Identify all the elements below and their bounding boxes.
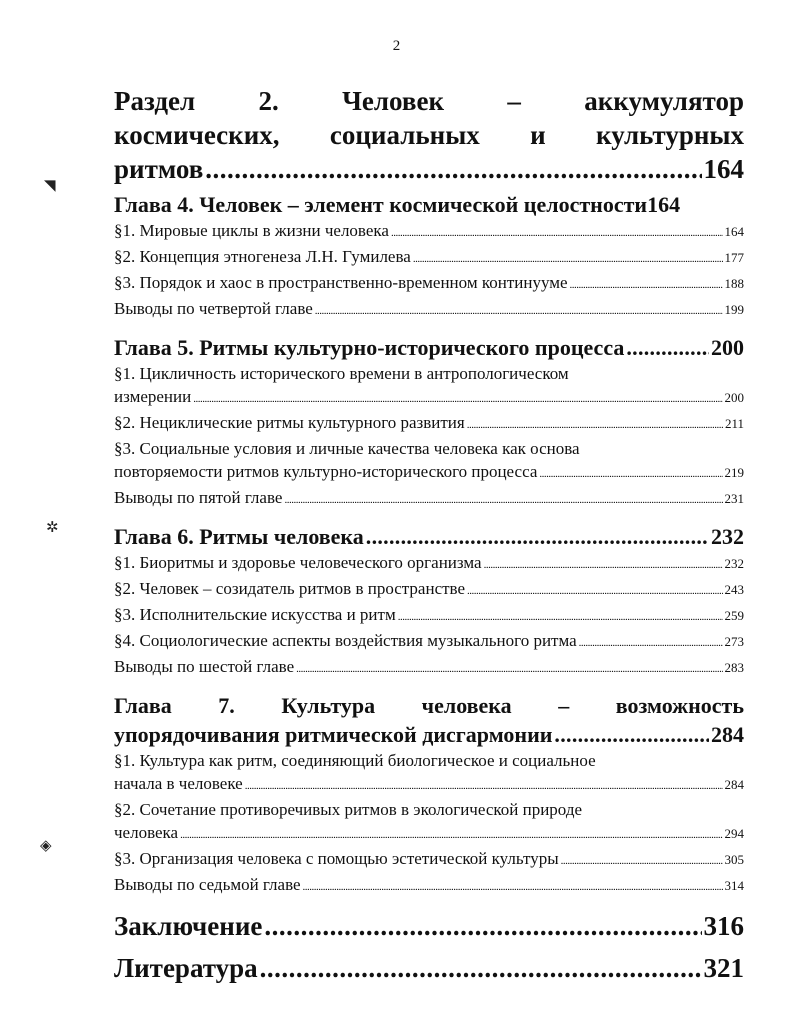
page-ref: 200 bbox=[724, 390, 744, 405]
dot-leader bbox=[303, 876, 723, 899]
toc-item[interactable] bbox=[114, 486, 744, 512]
section-title-last-line[interactable] bbox=[114, 152, 744, 186]
toc-item-text: начала в человеке bbox=[114, 774, 243, 793]
dot-leader bbox=[579, 632, 723, 655]
toc-item-text: повторяемости ритмов культурно-исторического процесса bbox=[114, 462, 538, 481]
page-ref: 314 bbox=[724, 878, 744, 893]
section-title-line: ритмов bbox=[114, 154, 204, 184]
chapter-4-heading[interactable] bbox=[114, 190, 744, 219]
toc-item[interactable] bbox=[114, 437, 744, 486]
table-of-contents bbox=[114, 84, 744, 985]
dot-leader bbox=[245, 775, 723, 798]
page-ref: 294 bbox=[724, 826, 744, 841]
toc-item-text: измерении bbox=[114, 387, 192, 406]
section-title-line: космических, социальных и культурных bbox=[114, 120, 744, 150]
toc-item-text: §1. Культура как ритм, соединяющий биологическое и социальное bbox=[114, 751, 596, 770]
page-number: 2 bbox=[392, 38, 401, 54]
toc-item[interactable] bbox=[114, 411, 744, 437]
dot-leader bbox=[296, 658, 722, 681]
chapter-title: упорядочивания ритмической дисгармонии bbox=[114, 722, 553, 747]
page-ref: 188 bbox=[724, 276, 744, 291]
page-ref: 243 bbox=[724, 582, 744, 597]
literature-entry[interactable] bbox=[114, 951, 744, 985]
dot-leader bbox=[570, 274, 723, 297]
dot-leader bbox=[205, 152, 701, 186]
dot-leader bbox=[193, 388, 722, 411]
page-ref: 200 bbox=[711, 335, 744, 360]
page-ref: 164 bbox=[724, 224, 744, 239]
chapter-5-heading[interactable] bbox=[114, 333, 744, 362]
dot-leader bbox=[467, 580, 722, 603]
page-ref: 232 bbox=[711, 524, 744, 549]
literature-title: Литература bbox=[114, 953, 258, 983]
page-ref: 199 bbox=[724, 302, 744, 317]
toc-item-text: §2. Человек – созидатель ритмов в пространстве bbox=[114, 579, 466, 598]
dot-leader bbox=[264, 909, 701, 943]
dot-leader bbox=[315, 300, 723, 323]
toc-item-text: §3. Социальные условия и личные качества человека как основа bbox=[114, 439, 580, 458]
toc-item-text: §3. Исполнительские искусства и ритм bbox=[114, 605, 396, 624]
dot-leader bbox=[284, 489, 722, 512]
chapter-title: Глава 6. Ритмы человека bbox=[114, 524, 364, 549]
toc-item-text: §3. Организация человека с помощью эстетической культуры bbox=[114, 849, 559, 868]
page-ref: 164 bbox=[703, 154, 744, 184]
page-ref: 284 bbox=[724, 777, 744, 792]
toc-item[interactable] bbox=[114, 362, 744, 411]
toc-item-text: §2. Нециклические ритмы культурного развития bbox=[114, 413, 465, 432]
toc-item[interactable] bbox=[114, 551, 744, 577]
toc-item-text: Выводы по шестой главе bbox=[114, 657, 295, 676]
chapter-title: Глава 4. Человек – элемент космической целостности bbox=[114, 192, 648, 217]
chapter-6-heading[interactable] bbox=[114, 522, 744, 551]
dot-leader bbox=[366, 522, 709, 551]
section-heading bbox=[114, 84, 744, 186]
toc-item[interactable] bbox=[114, 577, 744, 603]
toc-item-text: §1. Биоритмы и здоровье человеческого организма bbox=[114, 553, 482, 572]
toc-item-text: человека bbox=[114, 823, 179, 842]
toc-item[interactable] bbox=[114, 749, 744, 798]
dot-leader bbox=[626, 333, 709, 362]
page-ref: 177 bbox=[724, 250, 744, 265]
toc-item-text: §1. Цикличность исторического времени в антропологическом bbox=[114, 364, 569, 383]
dot-leader bbox=[561, 850, 723, 873]
toc-item-text: Выводы по пятой главе bbox=[114, 488, 283, 507]
dot-leader bbox=[398, 606, 723, 629]
dot-leader bbox=[539, 463, 722, 486]
page-ref: 211 bbox=[724, 416, 744, 431]
dot-leader bbox=[180, 824, 722, 847]
dot-leader bbox=[260, 951, 702, 985]
chapter-7-heading[interactable] bbox=[114, 691, 744, 749]
dot-leader bbox=[484, 554, 723, 577]
toc-item[interactable] bbox=[114, 245, 744, 271]
page-ref: 284 bbox=[711, 722, 744, 747]
toc-item[interactable] bbox=[114, 629, 744, 655]
section-title-line: Раздел 2. Человек – аккумулятор bbox=[114, 86, 744, 116]
toc-item-text: §3. Порядок и хаос в пространственно-временном континууме bbox=[114, 273, 568, 292]
page-ref: 259 bbox=[724, 608, 744, 623]
dot-leader bbox=[413, 248, 723, 271]
scan-artifact-mark: ✲ bbox=[46, 520, 59, 536]
scan-artifact-mark: ◈ bbox=[40, 838, 52, 854]
page-ref: 283 bbox=[724, 660, 744, 675]
page-ref: 316 bbox=[703, 911, 744, 941]
toc-item-text: Выводы по седьмой главе bbox=[114, 875, 301, 894]
toc-item[interactable] bbox=[114, 219, 744, 245]
toc-item-text: Выводы по четвертой главе bbox=[114, 299, 313, 318]
toc-item-text: §4. Социологические аспекты воздействия музыкального ритма bbox=[114, 631, 577, 650]
dot-leader bbox=[391, 222, 723, 245]
toc-item[interactable] bbox=[114, 798, 744, 847]
conclusion-entry[interactable] bbox=[114, 909, 744, 943]
page-ref: 273 bbox=[724, 634, 744, 649]
page-ref: 219 bbox=[724, 465, 744, 480]
toc-item-text: §2. Концепция этногенеза Л.Н. Гумилева bbox=[114, 247, 411, 266]
toc-item-text: §2. Сочетание противоречивых ритмов в экологической природе bbox=[114, 800, 583, 819]
chapter-title: Глава 7. Культура человека – возможность bbox=[114, 693, 744, 718]
toc-item[interactable] bbox=[114, 297, 744, 323]
scan-artifact-mark: ◥ bbox=[44, 178, 56, 194]
page-ref: 231 bbox=[724, 491, 744, 506]
page-ref: 321 bbox=[703, 953, 744, 983]
toc-item[interactable] bbox=[114, 847, 744, 873]
toc-item-text: §1. Мировые циклы в жизни человека bbox=[114, 221, 389, 240]
chapter-title: Глава 5. Ритмы культурно-исторического процесса bbox=[114, 335, 625, 360]
dot-leader bbox=[554, 720, 709, 749]
toc-item[interactable] bbox=[114, 271, 744, 297]
toc-item[interactable] bbox=[114, 603, 744, 629]
page-ref: 305 bbox=[724, 852, 744, 867]
toc-item[interactable] bbox=[114, 655, 744, 681]
toc-item[interactable] bbox=[114, 873, 744, 899]
page-ref: 164 bbox=[647, 192, 681, 217]
page-ref: 232 bbox=[724, 556, 744, 571]
conclusion-title: Заключение bbox=[114, 911, 263, 941]
dot-leader bbox=[467, 414, 723, 437]
